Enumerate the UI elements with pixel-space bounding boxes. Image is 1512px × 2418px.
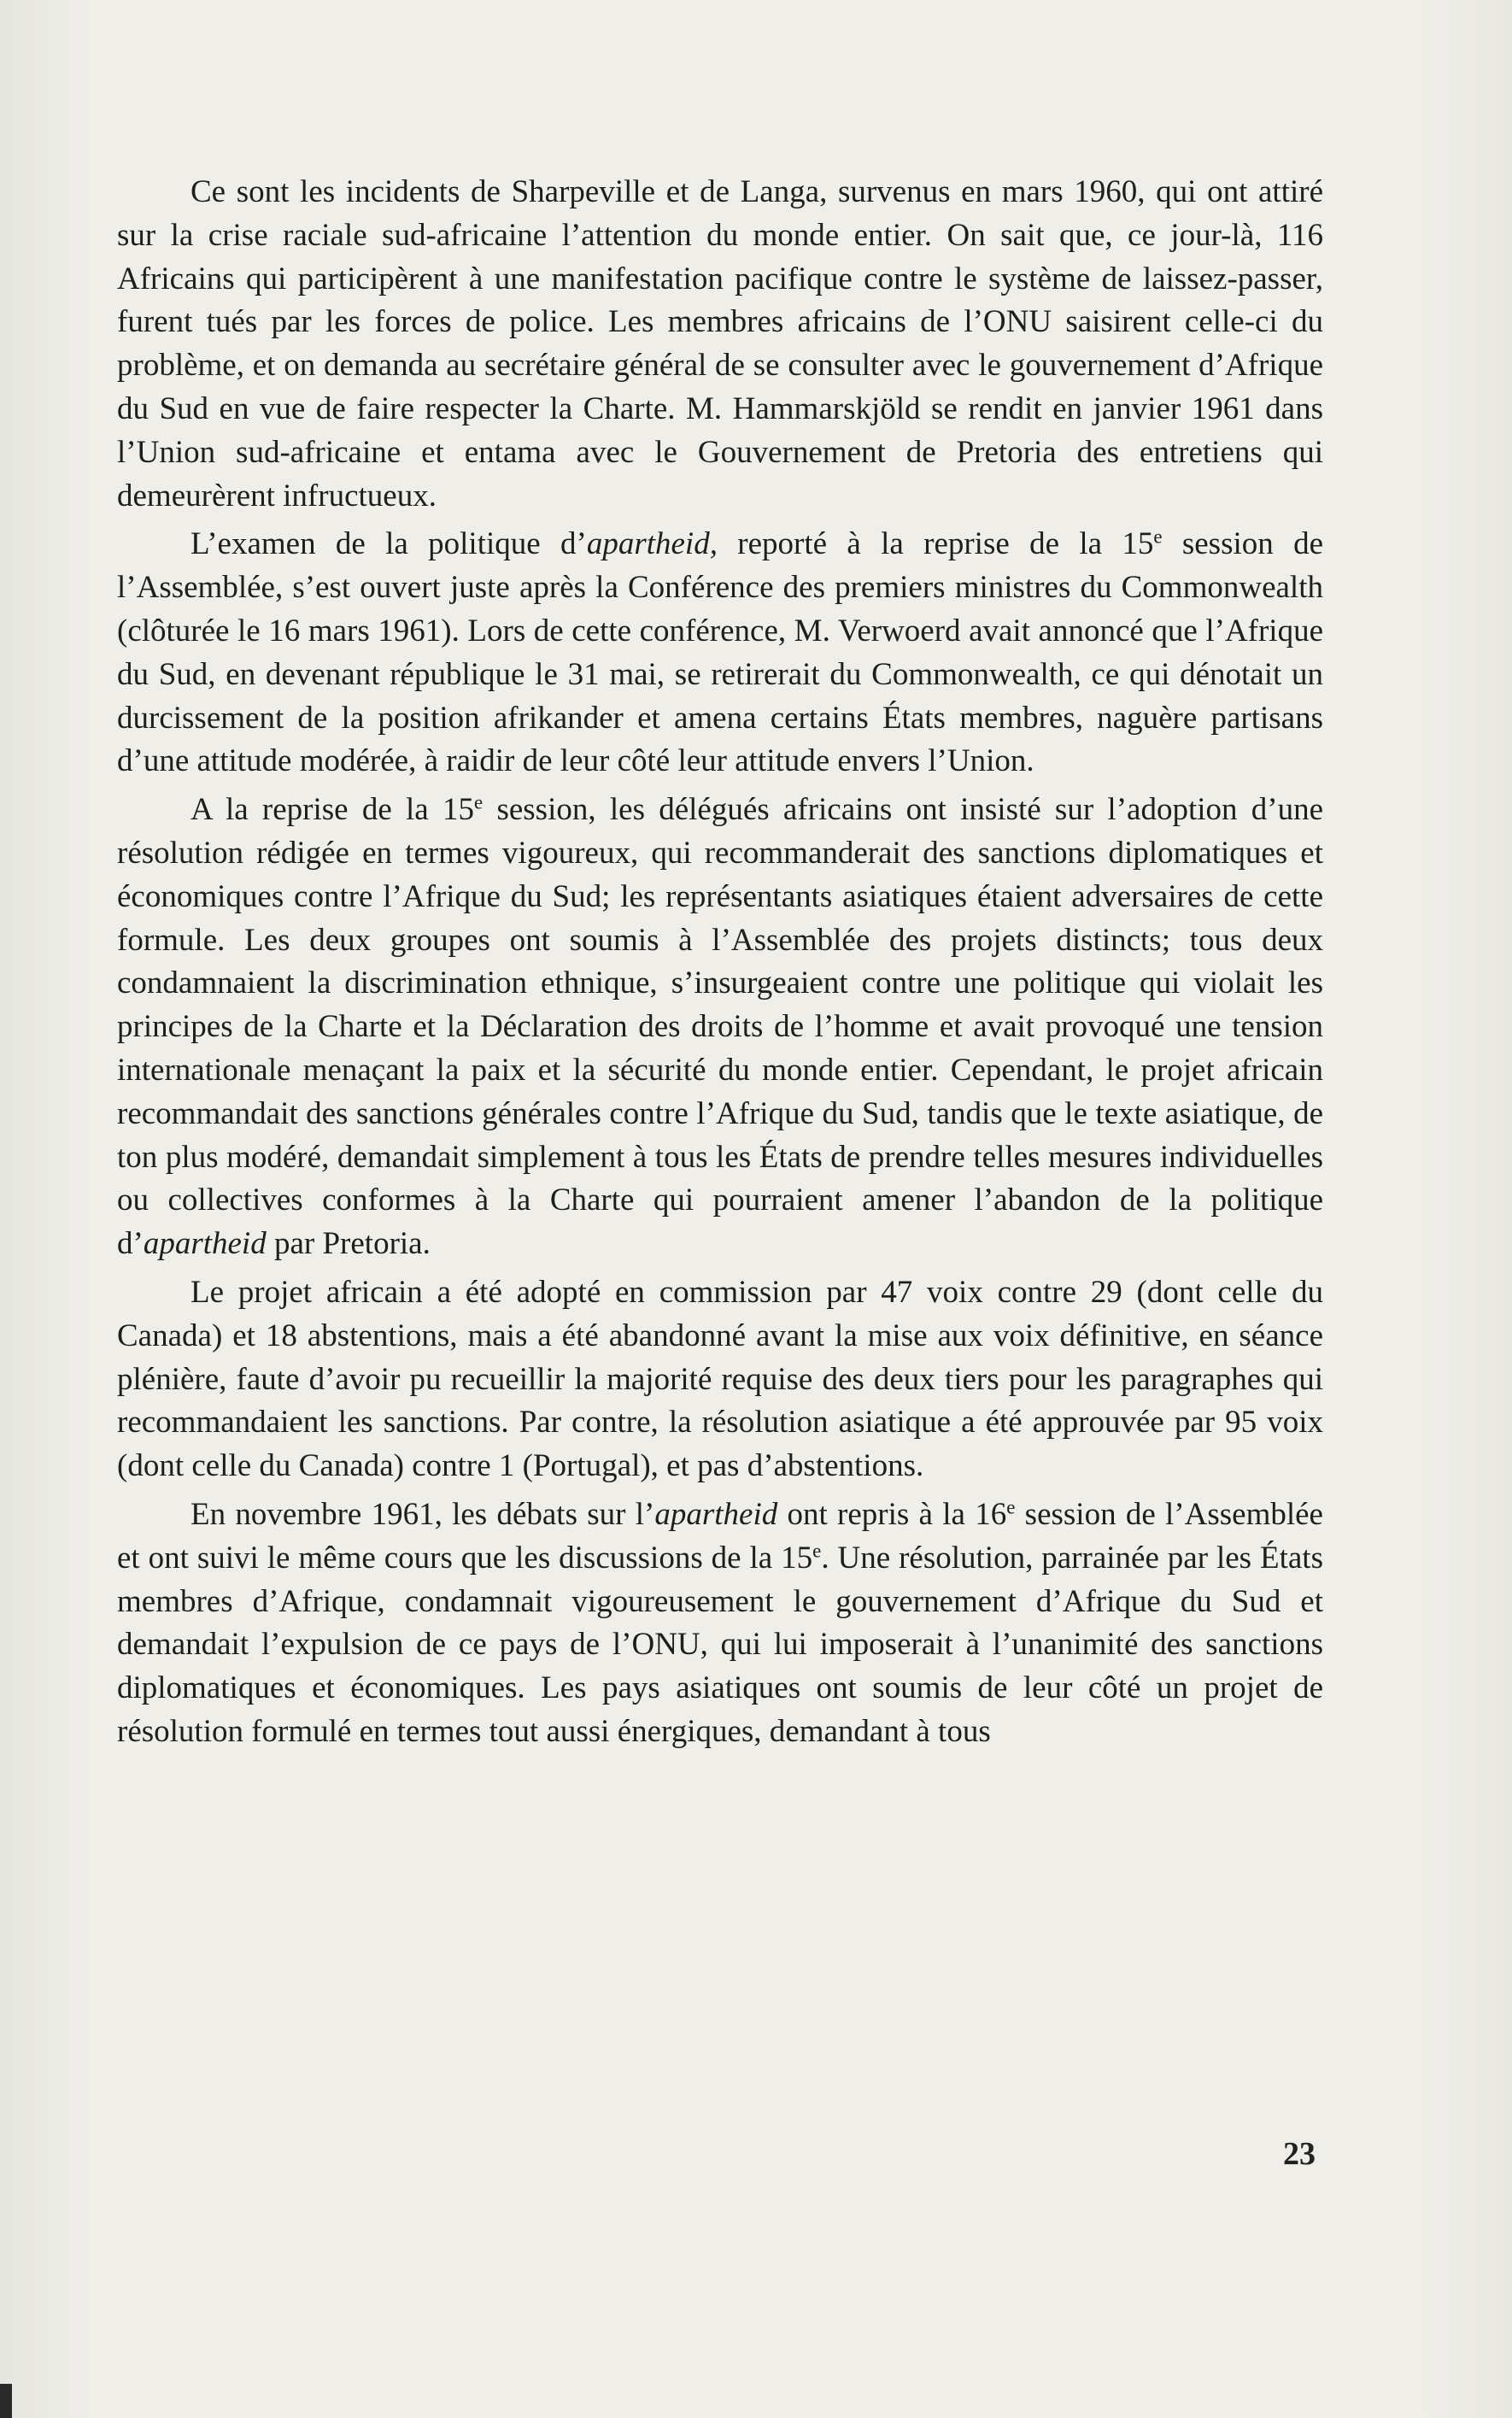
- text-run: ont repris à la 16: [777, 1496, 1007, 1532]
- text-run: reporté à la reprise de la 15: [717, 526, 1154, 562]
- text-run: Le projet africain a été adopté en commission par 47 voix contre 29 (dont celle du Canada) et 18 abstentions, mais a été abandonné avant la mise aux voix définitive, en séance plénière, faute d’avoir pu recueillir la majorité requise des deux tiers pour les paragraphes qui recommandaient les sanctions. Par contre, la résolution asiatique a été approuvée par 95 voix (dont celle du Canada) contre 1 (Portugal), et pas d’abstentions.: [117, 1274, 1323, 1484]
- paragraph-3: [117, 789, 1323, 1266]
- text-run: session de l’Assemblée, s’est ouvert juste après la Conférence des premiers ministres du Commonwealth (clôturée le 16 mars 1961). Lors de cette conférence, M. Verwoerd avait annoncé que l’Afrique du Sud, en devenant république le 31 mai, se retirerait du Commonwealth, ce qui dénotait un durcissement de la position afrikander et amena certains États membres, naguère partisans d’une attitude modérée, à raidir de leur côté leur attitude envers l’Union.: [117, 526, 1323, 779]
- ordinal-superscript: e: [1153, 525, 1163, 548]
- text-run: A la reprise de la 15: [190, 792, 474, 828]
- paragraph-2: [117, 523, 1323, 784]
- scan-edge-mark: [0, 2384, 12, 2418]
- text-run: session de l’Assemblée et ont suivi le même cours que les discussions de la 15: [117, 1496, 1323, 1576]
- text-run: session, les délégués africains ont insisté sur l’adoption d’une résolution rédigée en termes vigoureux, qui recommanderait des sanctions diplomatiques et économiques contre l’Afrique du Sud; les représentants asiatiques étaient adversaires de cette formule. Les deux groupes ont soumis à l’Assemblée des projets distincts; tous deux condamnaient la discrimination ethnique, s’insurgeaient contre une politique qui violait les principes de la Charte et la Déclaration des droits de l’homme et avait provoqué une tension internationale menaçant la paix et la sécurité du monde entier. Cependant, le projet africain recommandait des sanctions générales contre l’Afrique du Sud, tandis que le texte asiatique, de ton plus modéré, demandait simplement à tous les États de prendre telles mesures individuelles ou collectives conformes à la Charte qui pourraient amener l’abandon de la politique d’: [117, 792, 1324, 1262]
- text-run: En novembre 1961, les débats sur l’: [190, 1496, 655, 1532]
- paragraph-4: [117, 1271, 1323, 1488]
- text-run: Ce sont les incidents de Sharpeville et de Langa, survenus en mars 1960, qui ont attiré sur la crise raciale sud-africaine l’attention du monde entier. On sait que, ce jour-là, 116 Africains qui participèrent à une manifestation pacifique contre le système de laissez-passer, furent tués par les forces de police. Les membres africains de l’ONU saisirent celle-ci du problème, et on demanda au secrétaire général de se consulter avec le gouvernement d’Afrique du Sud en vue de faire respecter la Charte. M. Hammarskjöld se rendit en janvier 1961 dans l’Union sud-africaine et entama avec le Gouvernement de Pretoria des entretiens qui demeurèrent infructueux.: [117, 174, 1323, 514]
- page-number: 23: [1283, 2136, 1316, 2172]
- body-text: [117, 171, 1323, 1754]
- italic-term: apartheid: [654, 1496, 778, 1532]
- text-run: . Une résolution, parrainée par les États membres d’Afrique, condamnait vigoureusement le gouvernement d’Afrique du Sud et demandait l’expulsion de ce pays de l’ONU, qui lui imposerait à l’unanimité des sanctions diplomatiques et économiques. Les pays asiatiques ont soumis de leur côté un projet de résolution formulé en termes tout aussi énergiques, demandant à tous: [117, 1540, 1323, 1749]
- ordinal-superscript: e: [812, 1540, 822, 1562]
- ordinal-superscript: e: [1006, 1496, 1016, 1518]
- text-run: L’examen de la politique d’: [190, 526, 587, 562]
- italic-term: apartheid: [143, 1226, 267, 1262]
- paragraph-1: [117, 171, 1323, 518]
- ordinal-superscript: e: [474, 791, 483, 813]
- paragraph-5: [117, 1494, 1323, 1754]
- italic-term: apartheid,: [586, 526, 718, 562]
- text-run: par Pretoria.: [266, 1226, 431, 1262]
